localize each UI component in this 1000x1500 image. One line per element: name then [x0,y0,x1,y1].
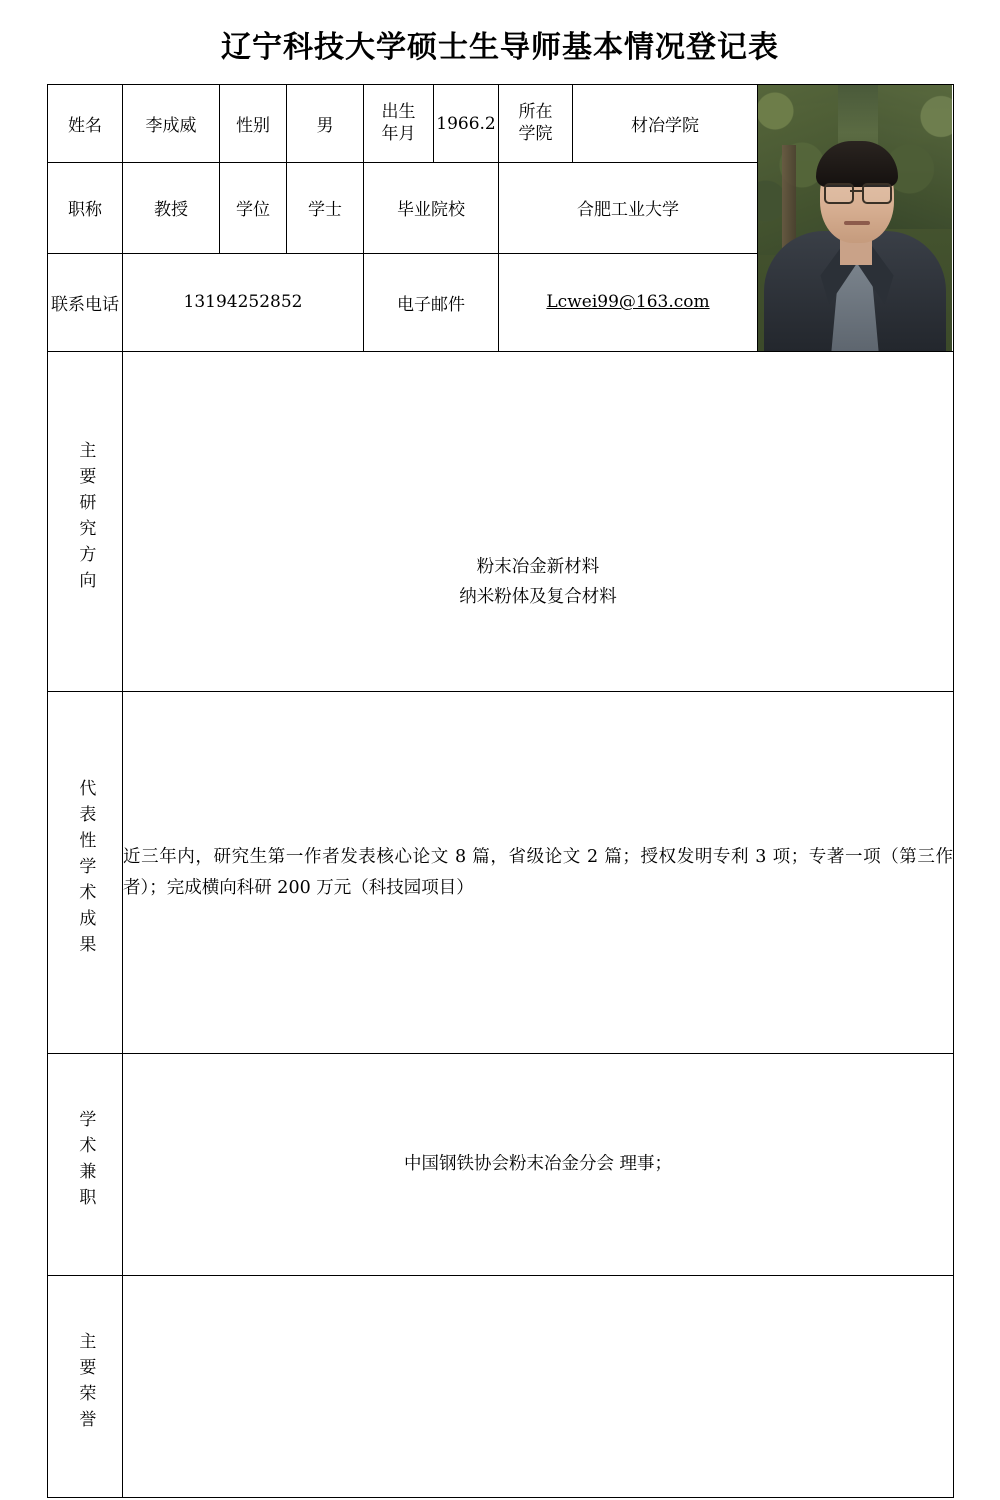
birth-value: 1966.2 [436,113,496,134]
school-value: 合肥工业大学 [577,200,679,221]
degree-value: 学士 [308,200,342,221]
table-row-honors [48,1276,954,1498]
title-label-cell [48,163,123,253]
phone-value-cell [123,253,364,351]
achievements-text: 近三年内，研究生第一作者发表核心论文 8 篇，省级论文 2 篇；授权发明专利 3 项；专著一项（第三作者）；完成横向科研 200 万元（科技园项目） [123,846,953,898]
honors-label: 主要荣誉 [75,1332,96,1436]
gender-label-cell [220,85,287,163]
name-label: 姓名 [68,116,102,137]
name-label-cell [48,85,123,163]
birth-value-cell [434,85,499,163]
gender-value: 男 [316,116,334,137]
glasses-right-lens [862,183,892,204]
phone-label: 联系电话 [51,294,119,315]
college-label-cell [499,85,573,163]
school-label-cell [364,163,499,253]
degree-value-cell [287,163,364,253]
research-line-1: 粉末冶金新材料 [476,556,600,577]
research-content-cell [123,352,954,692]
title-value: 教授 [154,200,188,221]
page-title: 辽宁科技大学硕士生导师基本情况登记表 [221,30,779,65]
email-label: 电子邮件 [397,294,465,315]
email-value[interactable]: Lcwei99@163.com [546,292,710,313]
glasses-bridge [850,190,862,192]
appointments-content-cell [123,1054,954,1276]
table-row-basic-1 [48,85,954,163]
research-label: 主要研究方向 [75,441,96,597]
achievements-content-cell [123,692,954,1054]
phone-label-cell [48,253,123,351]
college-value: 材冶学院 [631,116,699,137]
appointments-label: 学术兼职 [75,1110,96,1214]
appointments-label-cell [48,1054,123,1276]
supervisor-photo [758,85,952,351]
table-row-research [48,352,954,692]
person-mouth [844,221,870,225]
school-label: 毕业院校 [397,200,465,221]
achievements-label-cell [48,692,123,1054]
honors-label-cell [48,1276,123,1498]
birth-label-cell [364,85,434,163]
research-line-2: 纳米粉体及复合材料 [459,586,617,607]
gender-value-cell [287,85,364,163]
degree-label: 学位 [236,200,270,221]
college-value-cell [573,85,758,163]
college-label-line1: 所在 [518,102,553,123]
glasses-left-lens [824,183,854,204]
gender-label: 性别 [236,116,270,137]
school-value-cell [499,163,758,253]
table-row-achievements [48,692,954,1054]
achievements-label: 代表性学术成果 [75,779,96,961]
name-value-cell [123,85,220,163]
table-row-appointments [48,1054,954,1276]
research-content [123,431,953,613]
email-value-cell [499,253,758,351]
title-value-cell [123,163,220,253]
college-label-line2: 学院 [518,123,553,144]
title-label: 职称 [68,200,102,221]
phone-value: 13194252852 [183,292,303,313]
honors-content-cell [123,1276,954,1498]
supervisor-info-table [47,84,954,1498]
appointments-text: 中国钢铁协会粉末冶金分会 理事； [403,1153,673,1174]
photo-image [758,85,952,351]
email-label-cell [364,253,499,351]
degree-label-cell [220,163,287,253]
name-value: 李成威 [145,116,197,137]
photo-cell [758,85,954,352]
birth-label-line2: 年月 [381,123,416,144]
research-label-cell [48,352,123,692]
birth-label-line1: 出生 [381,102,416,123]
